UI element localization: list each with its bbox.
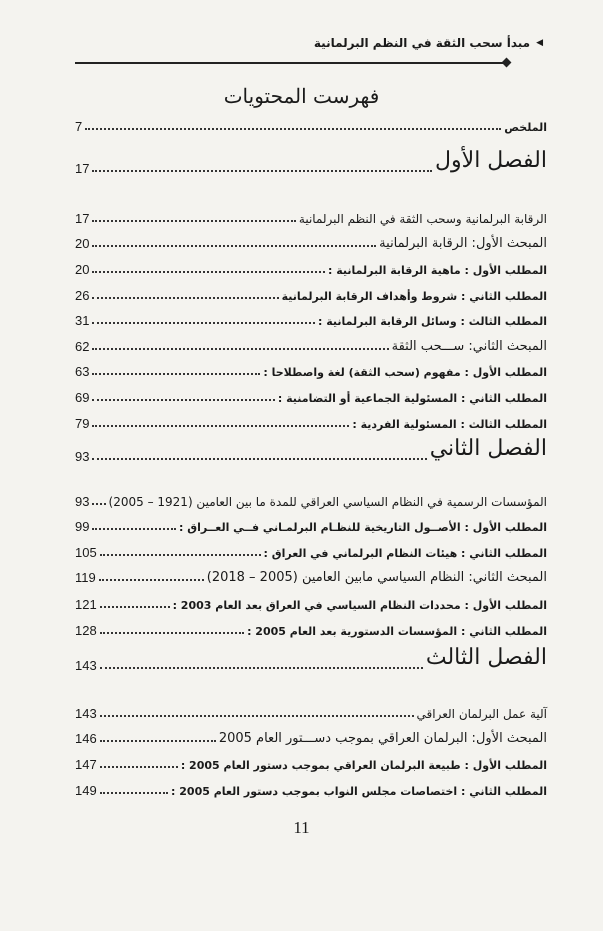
entry-page: 79 (75, 416, 90, 431)
entry-title: المطلب الأول : مفهوم (سحب الثقة) لغة واصطلاحا : (263, 366, 547, 379)
toc-entry (75, 361, 547, 379)
dot-leader (92, 425, 349, 427)
toc-entry (75, 542, 547, 560)
entry-title: الفصل الثالث (425, 645, 547, 670)
dot-leader (92, 348, 388, 350)
dot-leader (92, 373, 260, 375)
toc-entry (75, 387, 547, 405)
entry-page: 99 (75, 519, 90, 534)
entry-page: 121 (75, 597, 97, 612)
diamond-ornament-icon (502, 58, 512, 68)
dot-leader (92, 503, 105, 505)
header-rule (75, 62, 506, 64)
entry-title: المطلب الأول : الأصــول التاريخية للنظـام البرلمـاني فــي العــراق : (179, 521, 547, 534)
entry-title: المبحث الثاني: النظام السياسي مابين العامين (2005 – 2018) (206, 570, 547, 585)
toc-entry (75, 413, 547, 431)
toc-entry (75, 491, 547, 509)
dot-leader (92, 458, 426, 460)
entry-page: 93 (75, 449, 90, 464)
entry-page: 20 (75, 236, 90, 251)
dot-leader (100, 667, 423, 669)
dot-leader (92, 399, 274, 401)
dot-leader (85, 128, 501, 130)
entry-title: المطلب الثالث : المسئولية الفردية : (352, 418, 547, 431)
entry-page: 17 (75, 161, 90, 176)
entry-page: 17 (75, 211, 90, 226)
toc-chapter-entry (75, 436, 547, 464)
dot-leader (92, 170, 432, 172)
toc-entry (75, 336, 547, 354)
entry-title: المطلب الأول : ماهية الرقابة البرلمانية : (327, 264, 547, 277)
toc-entry (75, 754, 547, 772)
dot-leader (100, 740, 216, 742)
entry-title: المطلب الأول : محددات النظام السياسي في العراق بعد العام 2003 : (172, 599, 547, 612)
dot-leader (92, 245, 376, 247)
page-number: 11 (293, 818, 310, 837)
toc-entry (75, 728, 547, 746)
entry-title: المبحث الأول: الرقابة البرلمانية (379, 236, 547, 251)
dot-leader (92, 220, 295, 222)
entry-title: المطلب الثاني : هيئات النظام البرلماني في العراق : (263, 547, 547, 560)
entry-page: 149 (75, 783, 97, 798)
entry-page: 31 (75, 313, 90, 328)
toc-entry (75, 116, 547, 134)
entry-title: المبحث الثاني: ســـحب الثقة (391, 339, 547, 354)
entry-page: 128 (75, 623, 97, 638)
entry-page: 63 (75, 364, 90, 379)
dot-leader (99, 579, 204, 581)
toc-entry (75, 567, 547, 585)
toc-entry (75, 594, 547, 612)
dot-leader (100, 632, 244, 634)
toc-entry (75, 310, 547, 328)
entry-title: الفصل الأول (435, 148, 547, 173)
dot-leader (92, 528, 176, 530)
entry-title: المؤسسات الرسمية في النظام السياسي العراقي للمدة ما بين العامين (1921 – 2005) (108, 495, 547, 509)
dot-leader (92, 322, 315, 324)
toc-entry (75, 620, 547, 638)
entry-page: 119 (75, 570, 96, 585)
entry-title: المطلب الأول : طبيعة البرلمان العراقي بموجب دستور العام 2005 : (180, 759, 547, 772)
toc-entry (75, 703, 547, 721)
dot-leader (100, 766, 178, 768)
entry-title: المطلب الثاني : اختصاصات مجلس النواب بموجب دستور العام 2005 : (171, 785, 547, 798)
entry-page: 143 (75, 658, 97, 673)
dot-leader (100, 554, 261, 556)
toc-entry (75, 208, 547, 226)
dot-leader (92, 297, 278, 299)
toc-chapter-entry (75, 148, 547, 176)
entry-title: المطلب الثالث : وسائل الرقابة البرلمانية : (318, 315, 547, 328)
toc-entry (75, 233, 547, 251)
running-title: مبدأ سحب الثقة في النظم البرلمانية (313, 36, 531, 50)
entry-page: 93 (75, 494, 90, 509)
entry-title: المبحث الأول: البرلمان العراقي بموجب دســـتور العام 2005 (218, 731, 547, 746)
entry-title: المطلب الثاني : شروط وأهداف الرقابة البرلمانية (281, 290, 547, 303)
entry-title: الملخص (504, 121, 547, 134)
toc-chapter-entry (75, 645, 547, 673)
entry-page: 147 (75, 757, 97, 772)
page-title: فهرست المحتويات (223, 84, 380, 108)
entry-page: 62 (75, 339, 90, 354)
toc-entry (75, 259, 547, 277)
triangle-marker-icon: ◀ (536, 38, 543, 48)
entry-page: 20 (75, 262, 90, 277)
entry-page: 26 (75, 288, 90, 303)
entry-title: المطلب الثاني : المؤسسات الدستورية بعد العام 2005 : (247, 625, 547, 638)
toc-entry (75, 780, 547, 798)
entry-title: الفصل الثاني (429, 436, 547, 461)
dot-leader (100, 606, 170, 608)
entry-page: 7 (75, 119, 83, 134)
entry-page: 146 (75, 731, 97, 746)
running-header (314, 36, 543, 50)
entry-page: 69 (75, 390, 90, 405)
dot-leader (100, 715, 414, 717)
entry-page: 105 (75, 545, 97, 560)
entry-title: المطلب الثاني : المسئولية الجماعية أو التضامنية : (277, 392, 547, 405)
entry-title: آلية عمل البرلمان العراقي (416, 707, 547, 721)
entry-title: الرقابة البرلمانية وسحب الثقة في النظم البرلمانية (298, 212, 547, 226)
dot-leader (92, 271, 325, 273)
toc-entry (75, 516, 547, 534)
toc-entry (75, 285, 547, 303)
dot-leader (100, 792, 168, 794)
entry-page: 143 (75, 706, 97, 721)
